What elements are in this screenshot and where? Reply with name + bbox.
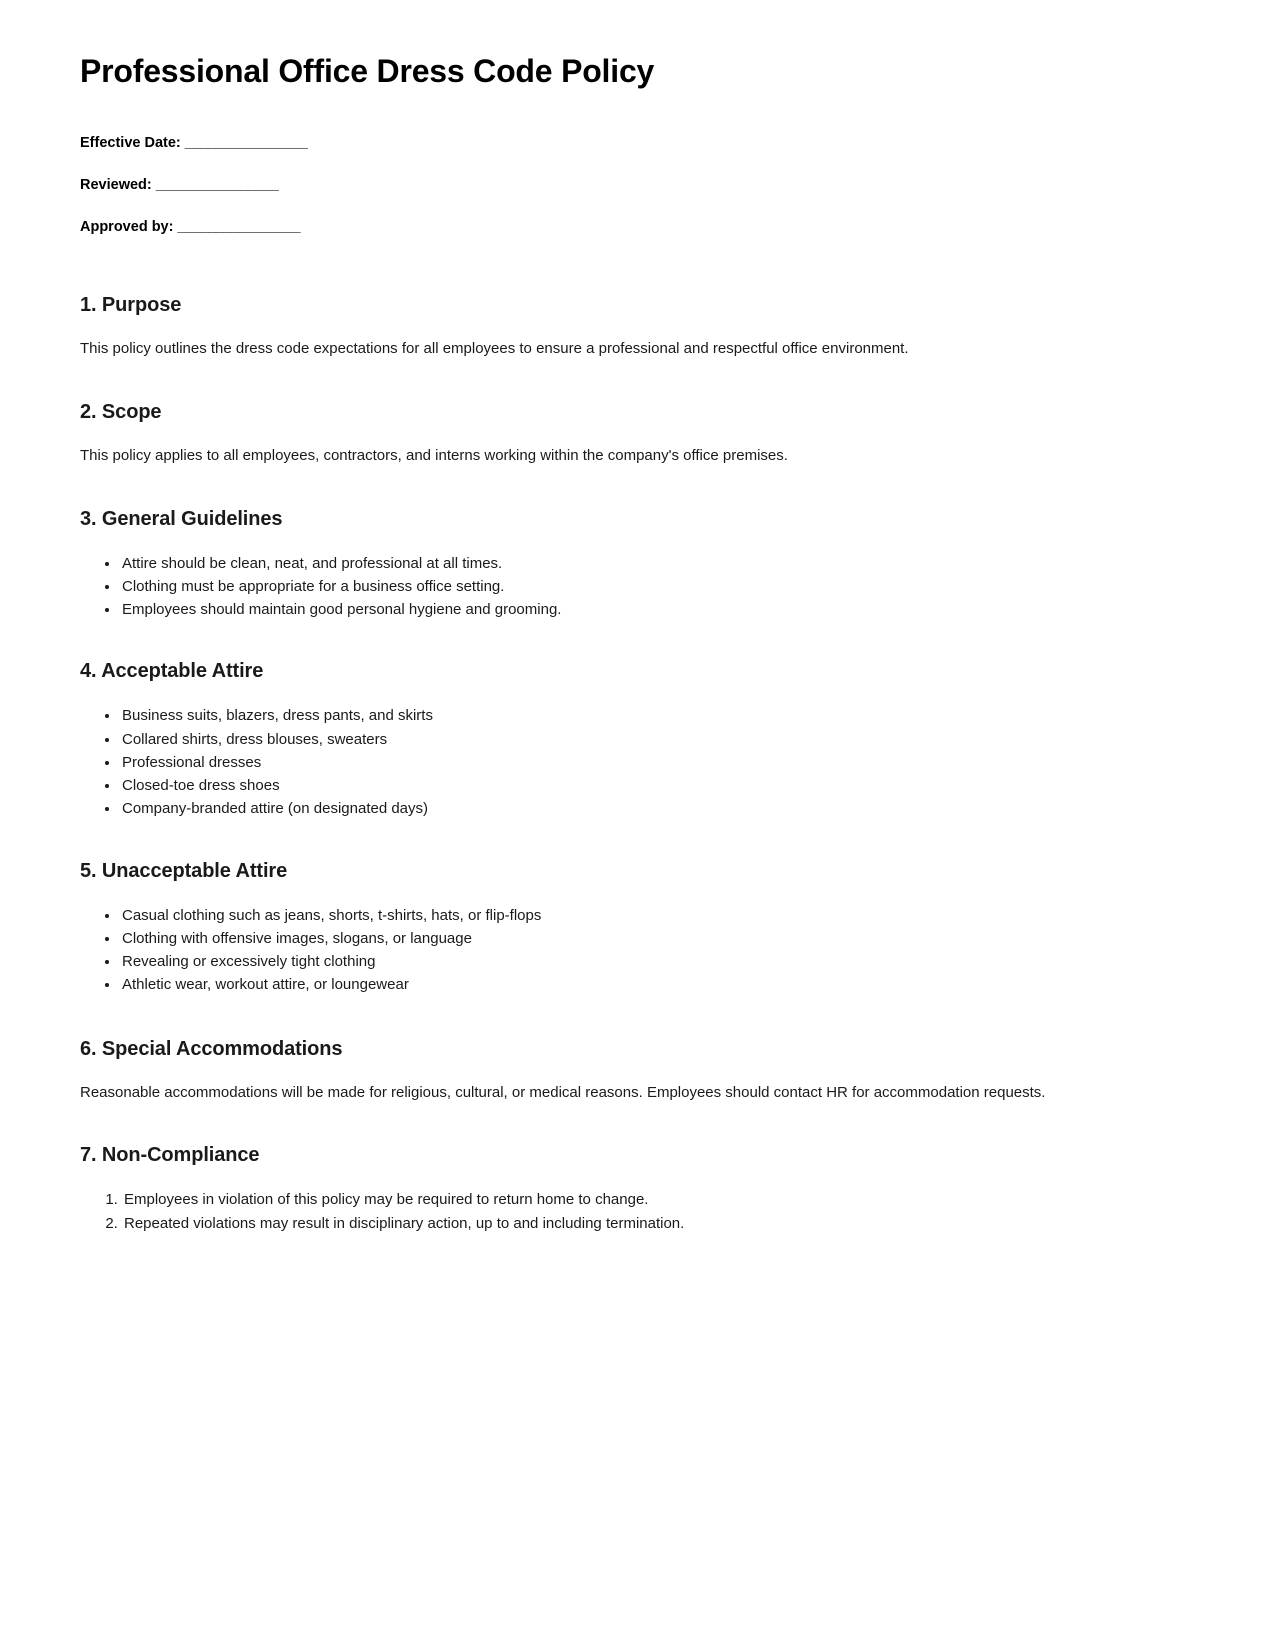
section-heading-unacceptable-attire: 5. Unacceptable Attire	[80, 859, 288, 882]
list-item: • Clothing with offensive images, slogans, or language	[120, 927, 1183, 950]
section-heading-purpose: 1. Purpose	[80, 294, 182, 317]
meta-effective-date-label: Effective Date:	[80, 135, 181, 152]
non-compliance-list	[80, 1188, 1183, 1235]
list-item: • Employees should maintain good personal hygiene and grooming.	[120, 598, 1183, 621]
list-item: • Casual clothing such as jeans, shorts, t-shirts, hats, or flip-flops	[120, 904, 1183, 927]
list-item: • Collared shirts, dress blouses, sweaters	[120, 728, 1183, 751]
section-heading-general-guidelines: 3. General Guidelines	[80, 507, 283, 530]
section-scope	[80, 400, 1183, 467]
meta-reviewed-blank: ________________	[155, 176, 279, 193]
list-item: • Business suits, blazers, dress pants, and skirts	[120, 704, 1183, 727]
list-item: • Closed-toe dress shoes	[120, 774, 1183, 797]
list-item: • Clothing must be appropriate for a business office setting.	[120, 575, 1183, 598]
meta-effective-date-blank: ________________	[184, 135, 308, 152]
section-general-guidelines	[80, 507, 1183, 622]
acceptable-attire-list	[80, 704, 1183, 820]
section-purpose	[80, 293, 1183, 360]
section-heading-special-accommodations: 6. Special Accommodations	[80, 1037, 343, 1060]
meta-approved-by	[80, 218, 1183, 238]
general-guidelines-list	[80, 552, 1183, 622]
document-metadata	[80, 134, 1183, 237]
meta-approved-by-blank: ________________	[177, 218, 301, 235]
unacceptable-attire-list	[80, 904, 1183, 997]
section-unacceptable-attire	[80, 859, 1183, 997]
section-paragraph-purpose: This policy outlines the dress code expectations for all employees to ensure a professional and respectful office environment.	[80, 340, 909, 358]
list-item: 2. Repeated violations may result in disciplinary action, up to and including termination.	[122, 1212, 1183, 1235]
section-paragraph-special-accommodations: Reasonable accommodations will be made for religious, cultural, or medical reasons. Employees should contact HR for accommodation requests.	[80, 1083, 1046, 1101]
section-special-accommodations	[80, 1037, 1183, 1104]
list-item: • Attire should be clean, neat, and professional at all times.	[120, 552, 1183, 575]
section-heading-acceptable-attire: 4. Acceptable Attire	[80, 660, 264, 683]
section-paragraph-scope: This policy applies to all employees, contractors, and interns working within the company's office premises.	[80, 446, 788, 464]
list-item: • Professional dresses	[120, 751, 1183, 774]
list-item: 1. Employees in violation of this policy may be required to return home to change.	[122, 1188, 1183, 1211]
meta-approved-by-label: Approved by:	[80, 218, 174, 235]
meta-reviewed	[80, 176, 1183, 196]
list-item: • Revealing or excessively tight clothing	[120, 950, 1183, 973]
section-heading-non-compliance: 7. Non-Compliance	[80, 1144, 260, 1167]
section-acceptable-attire	[80, 659, 1183, 820]
list-item: • Athletic wear, workout attire, or loungewear	[120, 973, 1183, 996]
meta-effective-date	[80, 134, 1183, 154]
section-non-compliance	[80, 1143, 1183, 1235]
page-title: Professional Office Dress Code Policy	[80, 53, 655, 89]
section-heading-scope: 2. Scope	[80, 400, 162, 423]
meta-reviewed-label: Reviewed:	[80, 176, 152, 193]
list-item: • Company-branded attire (on designated days)	[120, 797, 1183, 820]
